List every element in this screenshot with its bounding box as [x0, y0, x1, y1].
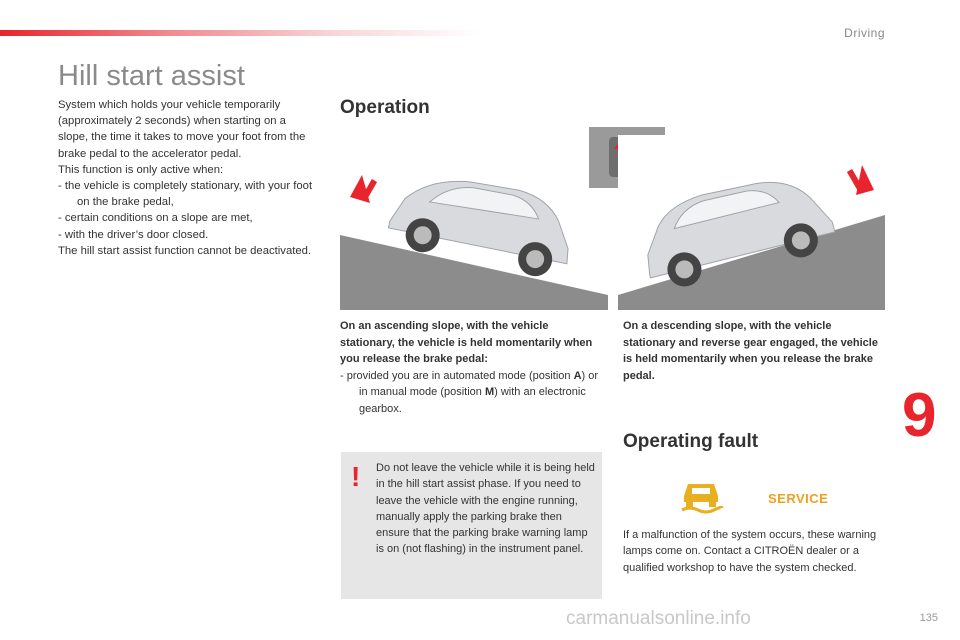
intro-line: This function is only active when:	[58, 163, 224, 176]
condition-item: - with the driver’s door closed.	[58, 228, 209, 241]
section-label: Driving	[844, 26, 885, 40]
intro-line: System which holds your vehicle temporarily (approximately 2 seconds) when starting on a slope, the time it takes to move your foot from the brake pedal to the accelerator pedal.	[58, 99, 306, 160]
position-a: A	[573, 369, 582, 382]
car-ascending-illustration	[340, 135, 608, 310]
watermark: carmanualsonline.info	[566, 608, 751, 629]
operating-fault-heading: Operating fault	[623, 431, 759, 452]
warning-box	[341, 452, 602, 599]
intro-text	[58, 97, 313, 259]
caption-text: ) with an electronic gearbox.	[359, 386, 586, 415]
warning-exclamation-icon: !	[351, 461, 361, 492]
caption-text: ) or in manual mode (position	[359, 369, 599, 398]
car-descending-illustration	[618, 135, 885, 310]
page-title: Hill start assist	[58, 60, 245, 92]
operation-heading: Operation	[340, 97, 430, 118]
position-m: M	[484, 386, 495, 398]
caption-text: - provided you are in automated mode (position	[340, 369, 574, 382]
descending-caption	[623, 318, 883, 384]
service-warning-lamp-icon: SERVICE	[768, 491, 829, 506]
descending-caption-bold: On a descending slope, with the vehicle stationary and reverse gear engaged, the vehicle is held momentarily when you release the brake pedal.	[623, 320, 878, 382]
intro-closing: The hill start assist function cannot be deactivated.	[58, 244, 312, 257]
fault-text: If a malfunction of the system occurs, these warning lamps come on. Contact a CITROËN dealer or a qualified workshop to have the system checked.	[623, 529, 877, 574]
condition-item: - the vehicle is completely stationary, with your foot on the brake pedal,	[58, 180, 313, 209]
header-accent-bar	[0, 30, 480, 36]
chapter-number: 9	[902, 381, 937, 450]
warning-text: Do not leave the vehicle while it is being held in the hill start assist phase. If you need to leave the vehicle with the engine running, manually apply the parking brake then ensure that the parking brake warning lamp is on (not flashing) in the instrument panel.	[376, 462, 595, 556]
hill-assist-warning-lamp-icon	[678, 480, 724, 519]
ascending-caption-item	[340, 368, 605, 418]
ascending-caption-bold: On an ascending slope, with the vehicle stationary, the vehicle is held momentarily when you release the brake pedal:	[340, 320, 593, 365]
condition-item: - certain conditions on a slope are met,	[58, 212, 253, 225]
page-number: 135	[919, 612, 938, 624]
ascending-caption	[340, 318, 605, 417]
